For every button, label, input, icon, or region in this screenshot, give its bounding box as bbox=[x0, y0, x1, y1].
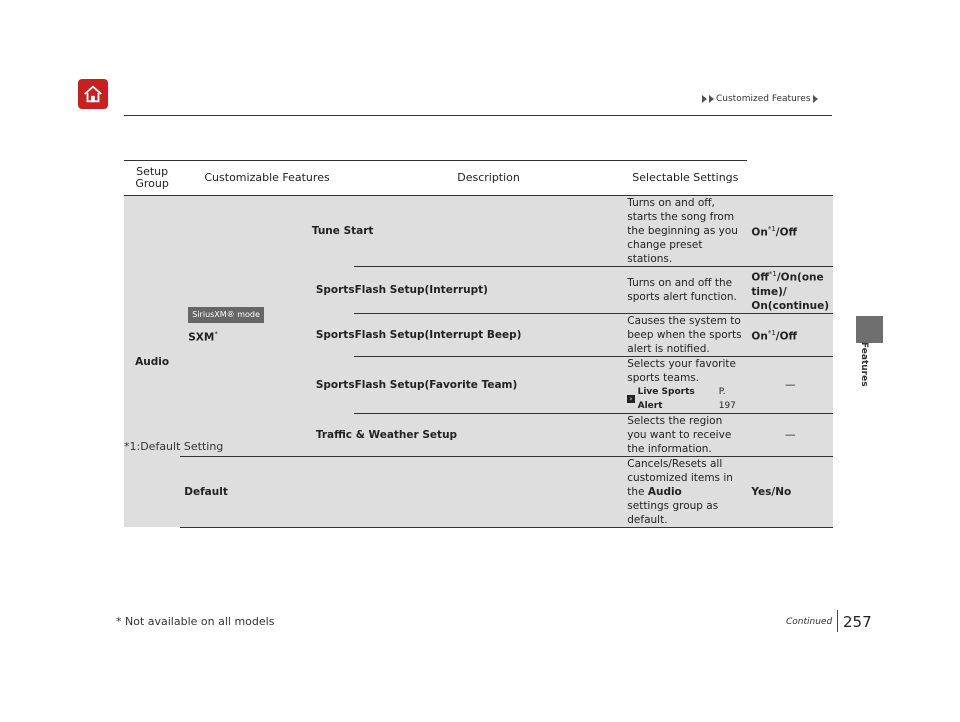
page-divider bbox=[837, 610, 838, 632]
spacer bbox=[354, 456, 623, 527]
home-icon bbox=[82, 83, 104, 105]
col-header-features: Customizable Features bbox=[180, 161, 354, 196]
subgroup-mark: * bbox=[214, 330, 218, 338]
feature-traffic-weather: Traffic & Weather Setup bbox=[354, 413, 623, 456]
desc-sportsflash-interrupt: Turns on and off the sports alert function. bbox=[623, 267, 747, 314]
desc-tune-start: Turns on and off, starts the song from the beginning as you change preset stations. bbox=[623, 196, 747, 267]
feature-sportsflash-interrupt: SportsFlash Setup(Interrupt) bbox=[354, 267, 623, 314]
feature-sportsflash-beep: SportsFlash Setup(Interrupt Beep) bbox=[354, 313, 623, 356]
side-tab-label: Features bbox=[859, 342, 869, 387]
breadcrumb-label: Customized Features bbox=[716, 94, 811, 104]
settings-sportsflash-interrupt: Off$^{*1}$/On(one time)/ On(continue) bbox=[747, 267, 833, 314]
header-rule bbox=[124, 115, 832, 116]
subgroup-sxm-label: SXM bbox=[188, 331, 215, 344]
settings-tune-start: On$^{*1}$/Off bbox=[747, 196, 833, 267]
siriusxm-mode-badge: SiriusXM® mode bbox=[188, 307, 264, 323]
desc-sportsflash-team: Selects your favorite sports teams. › Live Sports Alert P. 197 bbox=[623, 356, 747, 413]
side-tab-marker[interactable] bbox=[856, 316, 883, 343]
settings-sportsflash-beep: On$^{*1}$/Off bbox=[747, 313, 833, 356]
reference-arrow-icon: › bbox=[627, 395, 634, 403]
feature-tune-start: Tune Start bbox=[354, 196, 623, 267]
settings-traffic-weather: — bbox=[747, 413, 833, 456]
page-number: 257 bbox=[843, 613, 872, 631]
footnote: *1:Default Setting bbox=[124, 440, 224, 453]
col-header-settings: Selectable Settings bbox=[623, 161, 747, 196]
feature-sportsflash-team: SportsFlash Setup(Favorite Team) bbox=[354, 356, 623, 413]
breadcrumb-arrow-icon bbox=[702, 95, 707, 103]
continued-label: Continued bbox=[786, 617, 833, 627]
col-header-description: Description bbox=[354, 161, 623, 196]
feature-default: Default bbox=[180, 456, 354, 527]
settings-sportsflash-team: — bbox=[747, 356, 833, 413]
group-audio: Audio bbox=[124, 196, 180, 528]
breadcrumb-arrow-icon bbox=[709, 95, 714, 103]
desc-default: Cancels/Resets all customized items in the Audio settings group as default. bbox=[623, 456, 747, 527]
settings-default: Yes/No bbox=[747, 456, 833, 527]
home-button[interactable] bbox=[78, 79, 108, 109]
col-header-setup-group: Setup Group bbox=[124, 161, 180, 196]
desc-sportsflash-beep: Causes the system to beep when the sports alert is notified. bbox=[623, 313, 747, 356]
cross-reference-link[interactable]: › Live Sports Alert P. 197 bbox=[627, 385, 743, 413]
settings-table bbox=[124, 160, 833, 528]
breadcrumb[interactable] bbox=[702, 94, 820, 104]
desc-traffic-weather: Selects the region you want to receive the information. bbox=[623, 413, 747, 456]
breadcrumb-arrow-icon bbox=[813, 95, 818, 103]
not-available-note: * Not available on all models bbox=[116, 615, 275, 628]
